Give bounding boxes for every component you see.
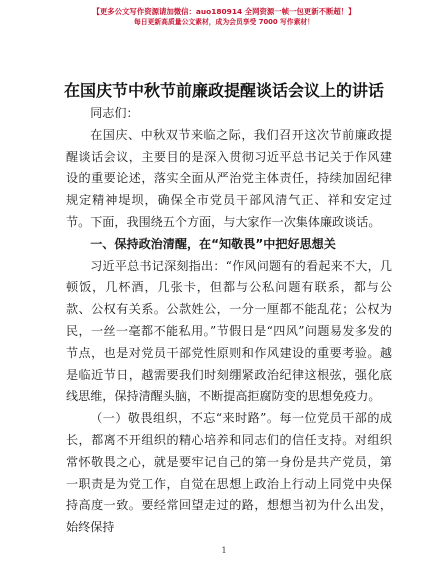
promo-banner-line-1: 【更多公文写作资源请加微信：auo180914 全网资源一帧一包更新不断超！】 xyxy=(92,7,356,16)
intro-paragraph: 在国庆、中秋双节来临之际，我们召开这次节前廉政提醒谈话会议，主要目的是深入贯彻习近平总书记关于作风建设的重要论述，落实全面从严治党主体责任，持续加固纪律规定精神堤坝，确保全市党员干部风清气正、祥和安定过节。下面，我围绕五个方面，与大家作一次集体廉政谈话。 xyxy=(66,127,392,229)
document-title: 在国庆节中秋节前廉政提醒谈话会议上的讲话 xyxy=(63,81,384,100)
subsection-paragraph: （一）敬畏组织，不忘“来时路”。每一位党员干部的成长，都离不开组织的精心培养和同志们的信任支持。对组织常怀敬畏之心，就是要牢记自己的第一身份是共产党员，第一职责是为党工作，自觉在思想上政治上行动上同党中央保持高度一致。要经常回望走过的路，想想当初为什么出发，始终保持 xyxy=(66,411,392,535)
page-number: 1 xyxy=(221,546,227,555)
promo-banner-line-2: 每日更新高质量公文素材，成为会员享受 7000 写作素材！ xyxy=(134,18,314,26)
document-body xyxy=(66,103,392,539)
body-paragraph: 习近平总书记深刻指出：“作风问题有的看起来不大，几顿饭，几杯酒，几张卡，但都与公私问题有联系，都与公款、公权有关系。公款姓公，一分一厘都不能乱花；公权为民，一丝一毫都不能私用。”节假日是“四风”问题易发多发的节点，也是对党员干部党性原则和作风建设的重要考验。越是临近节日，越需要我们时刻绷紧政治纪律这根弦，强化底线思维，保持清醒头脑，不断提高拒腐防变的思想免疫力。 xyxy=(66,258,392,404)
section-heading: 一、保持政治清醒，在“知敬畏”中把好思想关 xyxy=(90,236,336,251)
promo-banner xyxy=(0,6,448,28)
salutation: 同志们： xyxy=(90,106,139,120)
